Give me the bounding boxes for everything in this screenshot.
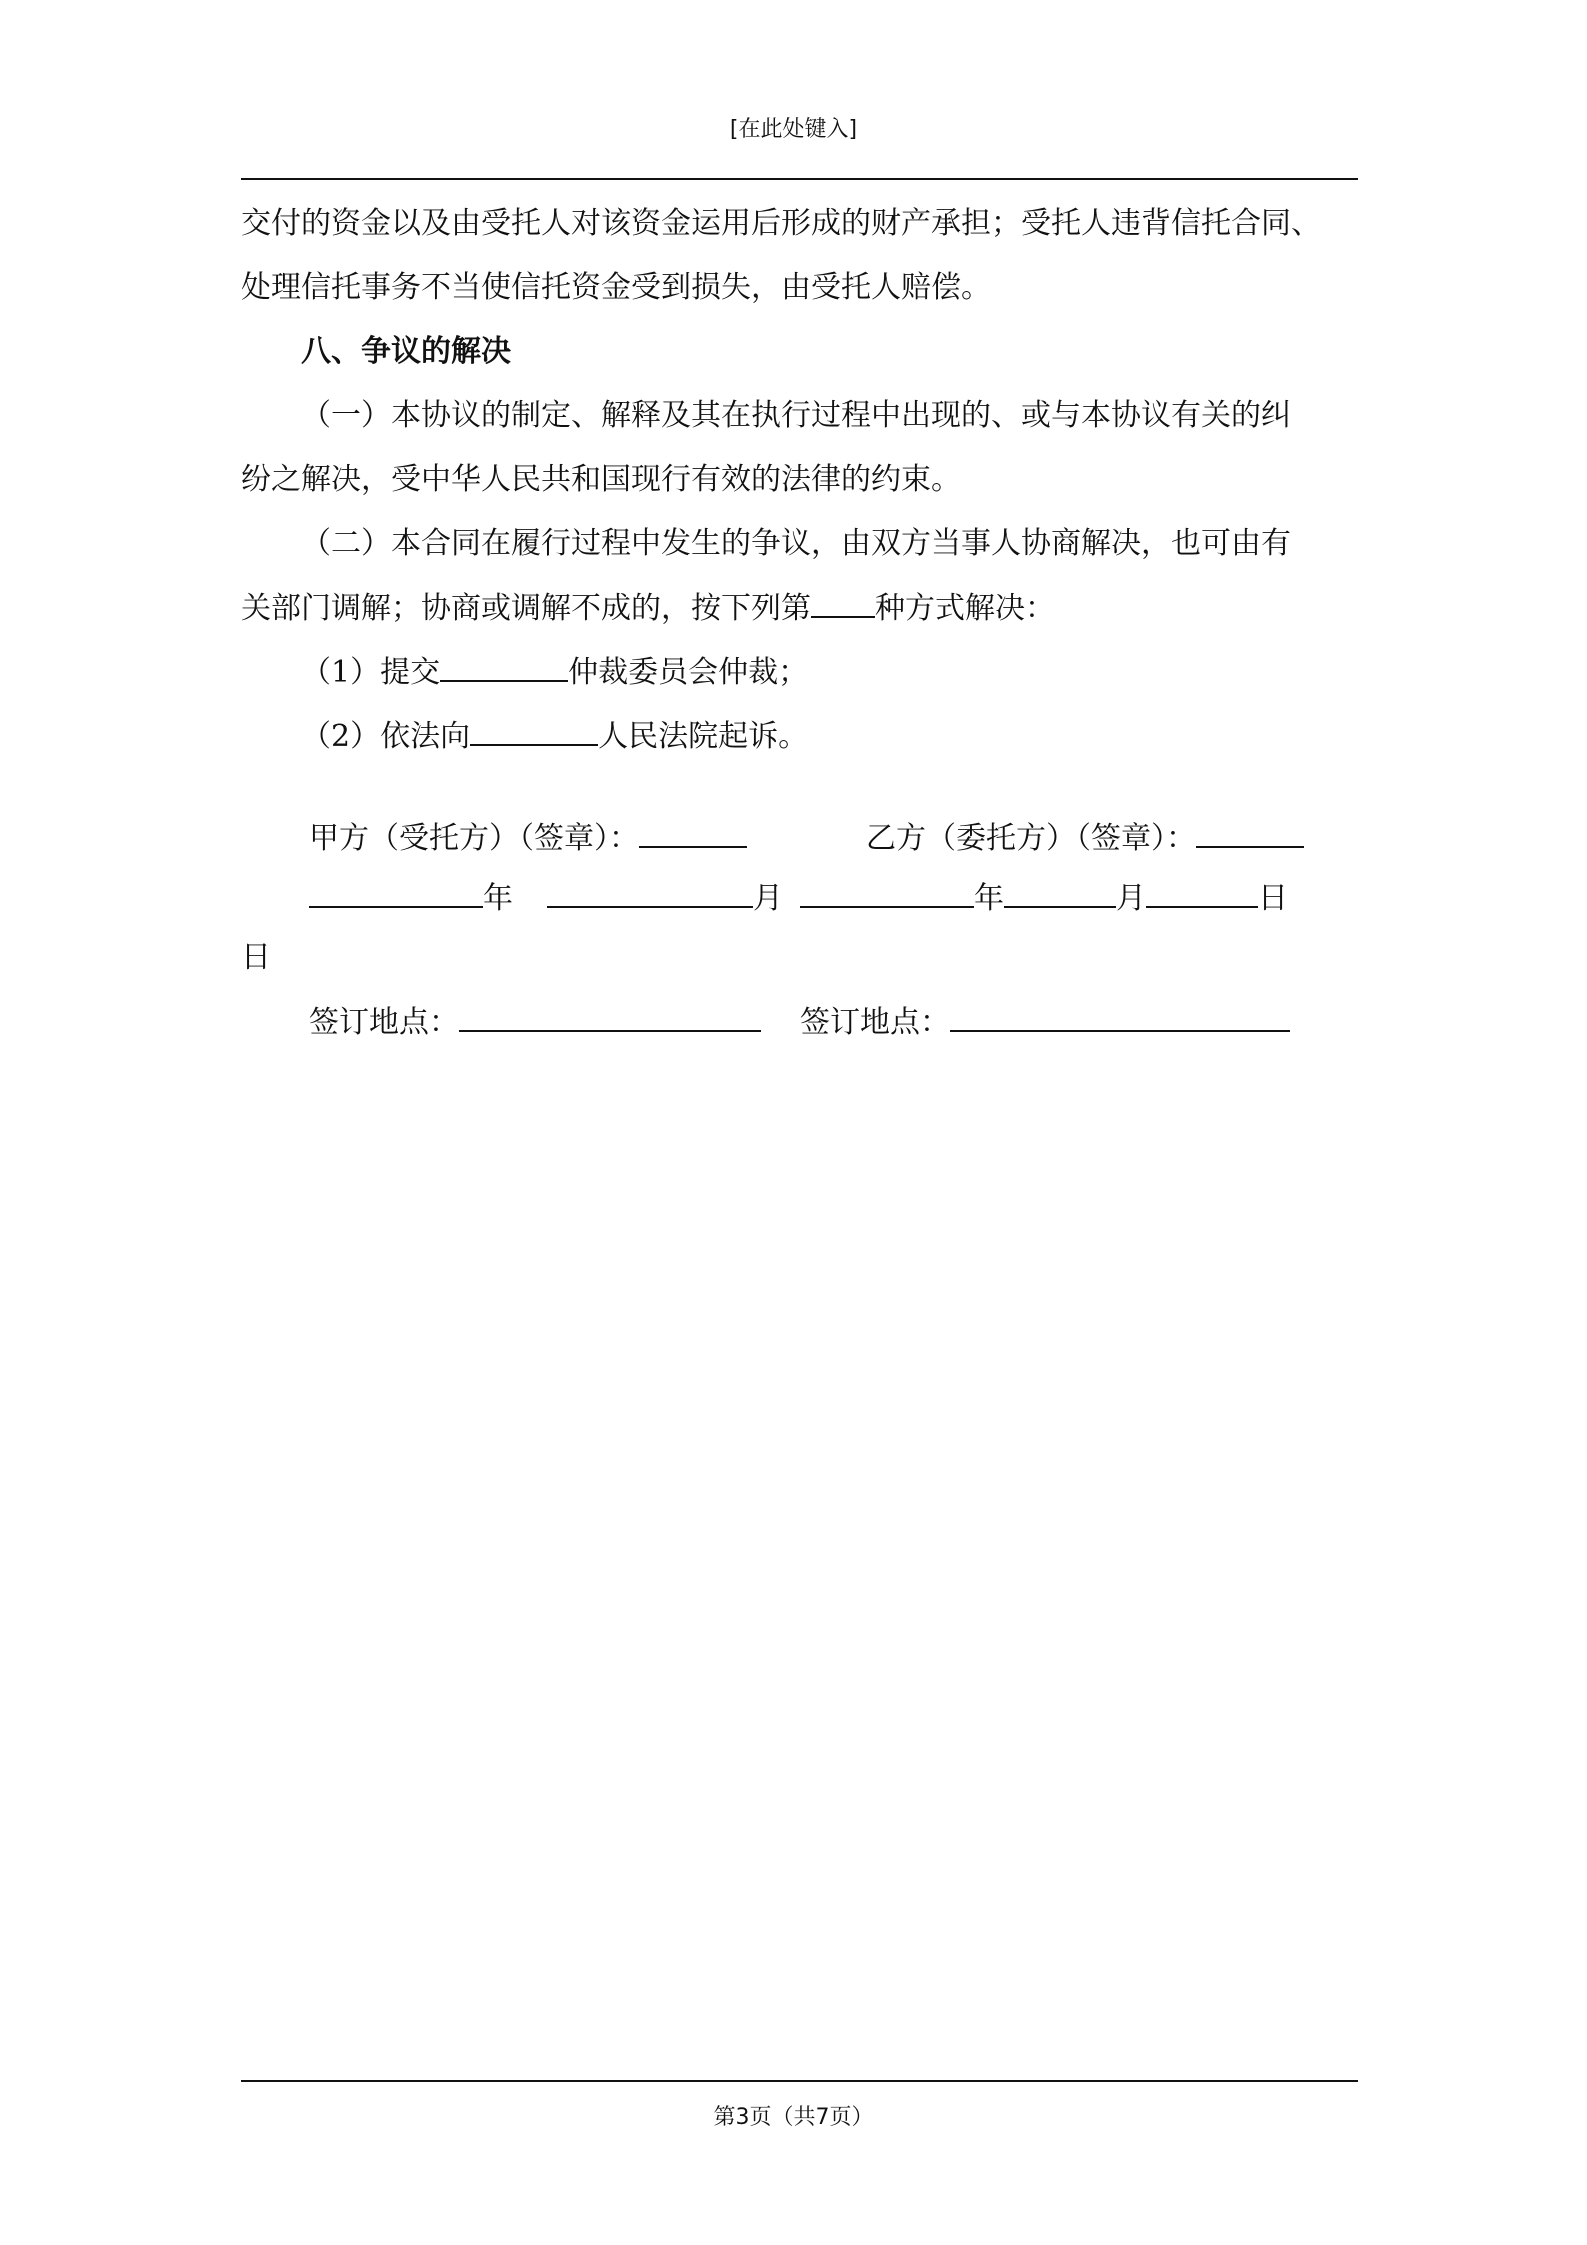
party-b-month-blank[interactable] [1004,878,1116,908]
header-rule [241,178,1358,180]
party-a-date [309,878,783,919]
footer-rule [241,2080,1358,2082]
paragraph-line: 处理信托事务不当使信托资金受到损失，由受托人赔偿。 [241,270,991,305]
section-heading: 八、争议的解决 [301,334,511,369]
page-number: 第3页（共7页） [713,2105,874,2130]
party-b-signature [866,818,1304,859]
year-label: 年 [974,881,1004,916]
party-b-place [800,1002,1290,1043]
paragraph-line: 交付的资金以及由受托人对该资金运用后形成的财产承担；受托人违背信托合同、 [241,206,1321,241]
paragraph-line: 纷之解决，受中华人民共和国现行有效的法律的约束。 [241,462,961,497]
party-a-day-label: 日 [241,940,271,975]
option-line [301,652,808,693]
method-number-blank[interactable] [811,588,875,618]
party-a-signature-blank[interactable] [639,818,747,848]
option-line [301,716,808,757]
year-label: 年 [483,881,513,916]
page-header: [在此处键入] [729,117,858,142]
month-label: 月 [753,881,783,916]
day-label: 日 [1258,881,1288,916]
party-a-signature [309,818,747,859]
party-b-date [800,878,1288,919]
paragraph-line: （一）本协议的制定、解释及其在执行过程中出现的、或与本协议有关的纠 [301,398,1291,433]
paragraph-text: 种方式解决： [875,591,1055,626]
paragraph-line [241,588,1055,629]
party-a-label: 甲方（受托方）（签章）： [309,821,639,856]
party-b-year-blank[interactable] [800,878,974,908]
party-b-day-blank[interactable] [1146,878,1258,908]
option-text: （1）提交 [301,655,441,690]
option-text: 人民法院起诉。 [598,719,809,754]
option-text: 仲裁委员会仲裁； [568,655,809,690]
party-b-place-blank[interactable] [950,1002,1290,1032]
party-a-month-blank[interactable] [547,878,753,908]
party-b-label: 乙方（委托方）（签章）： [866,821,1196,856]
party-a-place-blank[interactable] [459,1002,761,1032]
court-name-blank[interactable] [470,716,598,746]
paragraph-text: 关部门调解；协商或调解不成的，按下列第 [241,591,811,626]
party-b-signature-blank[interactable] [1196,818,1304,848]
arbitration-commission-blank[interactable] [440,652,568,682]
paragraph-line: （二）本合同在履行过程中发生的争议，由双方当事人协商解决，也可由有 [301,526,1291,561]
party-a-place [309,1002,761,1043]
option-text: （2）依法向 [301,719,471,754]
place-label: 签订地点： [800,1005,950,1040]
party-a-year-blank[interactable] [309,878,483,908]
month-label: 月 [1116,881,1146,916]
place-label: 签订地点： [309,1005,459,1040]
